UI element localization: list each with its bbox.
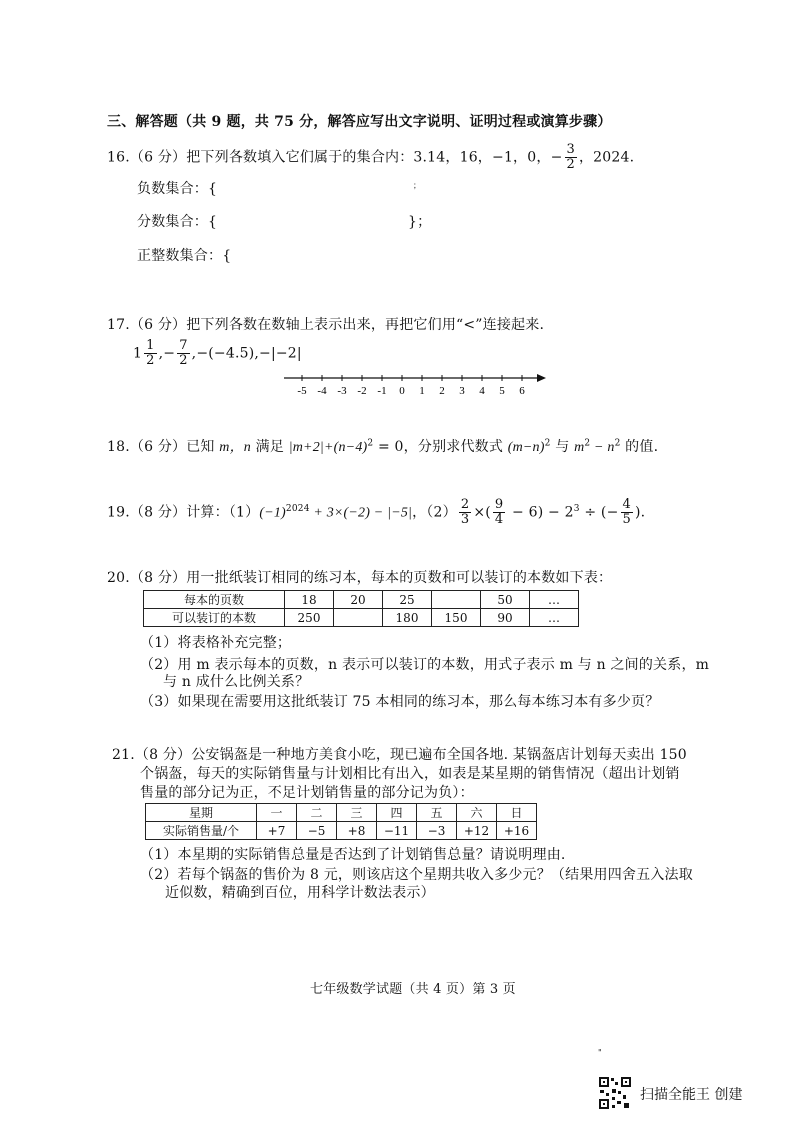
q19-end: ). bbox=[634, 504, 646, 521]
q16-fraction bbox=[565, 143, 577, 172]
table-cell: 一 bbox=[257, 804, 297, 822]
number-line-tick-label: 4 bbox=[479, 385, 485, 397]
number-line-tick-label: 5 bbox=[499, 385, 505, 397]
table-cell: 20 bbox=[334, 591, 383, 609]
q19-fraction2 bbox=[493, 498, 505, 527]
q20-sub1: （1）将表格补充完整； bbox=[140, 635, 292, 651]
q17-n2-den: 2 bbox=[179, 353, 188, 368]
table-cell: 四 bbox=[377, 804, 417, 822]
q18-part4: 与 bbox=[550, 439, 575, 455]
q17-n1-fraction bbox=[144, 339, 156, 368]
q17-sep1: , bbox=[158, 345, 164, 362]
table-cell: +8 bbox=[337, 822, 377, 840]
table-cell: 50 bbox=[481, 591, 530, 609]
table-cell: 六 bbox=[457, 804, 497, 822]
q17-rest: ,−(−4.5),−|−2| bbox=[191, 345, 302, 362]
q20-sub2-line1: （2）用 m 表示每本的页数，n 表示可以装订的本数，用式子表示 m 与 n 之间的关系，m bbox=[140, 657, 710, 673]
table-cell bbox=[432, 591, 481, 609]
table-cell: 180 bbox=[383, 609, 432, 627]
q18-expr2a: m bbox=[574, 440, 585, 455]
q16-negative-set: 负数集合：{ bbox=[137, 181, 218, 197]
number-line-tick-label: -1 bbox=[377, 385, 387, 397]
number-line-arrow bbox=[537, 374, 546, 382]
number-line-tick-label: -3 bbox=[337, 385, 347, 397]
q17-n1-whole: 1 bbox=[133, 345, 143, 362]
table-cell: 星期 bbox=[146, 804, 257, 822]
number-line bbox=[282, 370, 552, 400]
q16-positive-int-set: 正整数集合：{ bbox=[137, 248, 232, 264]
table-row bbox=[144, 591, 579, 609]
number-line-tick-label: 1 bbox=[419, 385, 425, 397]
q19-p1a: (−1) bbox=[259, 505, 286, 521]
q18-text bbox=[107, 436, 658, 456]
q18-cond-exponent: 2 bbox=[367, 438, 374, 449]
q19-f3-den: 5 bbox=[622, 512, 631, 527]
scanner-watermark-label: 扫描全能王 创建 bbox=[640, 1087, 743, 1103]
q16-neg-sign: − bbox=[550, 149, 563, 166]
q16-frac-den: 2 bbox=[566, 157, 575, 172]
table-cell: 实际销售量/个 bbox=[146, 822, 257, 840]
q21-line3: 售量的部分记为正，不足计划销售量的部分记为负）： bbox=[140, 785, 474, 801]
q19-head: 19.（8 分）计算：（1） bbox=[107, 504, 260, 521]
q19-mid2-exponent: 3 bbox=[573, 503, 580, 514]
q18-part1: 18.（6 分）已知 bbox=[107, 439, 220, 455]
q19-p1b: + 3×(−2) − |−5| bbox=[309, 505, 413, 521]
q18-expr1: (m−n) bbox=[507, 440, 545, 455]
q21-line1: 21.（8 分）公安锅盔是一种地方美食小吃，现已遍布全国各地. 某锅盔店计划每天卖出 150 bbox=[112, 747, 687, 763]
q18-expr2b: − n bbox=[590, 440, 615, 455]
q18-condition: |m+2|+(n−4) bbox=[288, 440, 368, 455]
stray-dot: " bbox=[598, 1048, 602, 1057]
table-cell: … bbox=[530, 609, 579, 627]
q16-fraction-set: 分数集合：{ bbox=[137, 214, 218, 230]
number-line-tick-label: 6 bbox=[519, 385, 525, 397]
q20-sub2-line2: 与 n 成什么比例关系？ bbox=[163, 674, 310, 690]
q19-mid2: − 6) − 2 bbox=[507, 504, 574, 521]
table-cell: +16 bbox=[497, 822, 537, 840]
q19-mid1: ×( bbox=[473, 504, 491, 521]
q16-stray-mark: ； bbox=[413, 181, 421, 190]
table-cell: 可以装订的本数 bbox=[144, 609, 285, 627]
number-line-tick-label: 3 bbox=[459, 385, 465, 397]
table-cell: 每本的页数 bbox=[144, 591, 285, 609]
table-cell: −3 bbox=[417, 822, 457, 840]
table-row bbox=[146, 822, 537, 840]
q16-text: 16.（6 分）把下列各数填入它们属于的集合内：3.14，16，−1，0， bbox=[107, 149, 551, 166]
page-footer: 七年级数学试题（共 4 页）第 3 页 bbox=[310, 982, 516, 997]
q19-p1a-exponent: 2024 bbox=[285, 503, 310, 514]
q19-f2-num: 9 bbox=[494, 497, 504, 512]
q17-numbers bbox=[133, 339, 302, 368]
table-cell: 150 bbox=[432, 609, 481, 627]
q19-f2-den: 4 bbox=[494, 512, 504, 527]
q18-expr2a-exponent: 2 bbox=[584, 438, 591, 449]
number-line-tick-label: -2 bbox=[357, 385, 367, 397]
q19-sep: ，（2） bbox=[412, 504, 457, 521]
q17-heading: 17.（6 分）把下列各数在数轴上表示出来，再把它们用“<”连接起来. bbox=[107, 317, 545, 333]
q19-fraction1 bbox=[459, 498, 471, 527]
q18-part2: 满足 bbox=[251, 439, 289, 455]
q21-line2: 个锅盔，每天的实际销售量与计划相比有出入，如表是某星期的销售情况（超出计划销 bbox=[140, 766, 680, 782]
number-line-tick-label: -5 bbox=[297, 385, 307, 397]
q21-sub2-line2: 近似数，精确到百位，用科学计数法表示） bbox=[165, 885, 435, 901]
qr-code-icon bbox=[598, 1076, 632, 1110]
table-cell: −5 bbox=[297, 822, 337, 840]
table-cell: −11 bbox=[377, 822, 417, 840]
q21-sub1: （1）本星期的实际销售总量是否达到了计划销售总量？请说明理由. bbox=[140, 847, 566, 863]
number-line-tick-label: 0 bbox=[399, 385, 405, 397]
table-row bbox=[144, 609, 579, 627]
table-cell: 日 bbox=[497, 804, 537, 822]
q20-sub3: （3）如果现在需要用这批纸装订 75 本相同的练习本，那么每本练习本有多少页？ bbox=[140, 694, 660, 710]
q19-text bbox=[107, 498, 645, 527]
table-cell: 18 bbox=[285, 591, 334, 609]
q19-f1-den: 3 bbox=[460, 512, 470, 527]
q18-part5: 的值. bbox=[620, 439, 659, 455]
q16-tail: ，2024. bbox=[578, 149, 635, 166]
q18-vars: m，n bbox=[219, 440, 251, 455]
q16-fraction-set-close: }； bbox=[408, 214, 432, 230]
table-cell: +7 bbox=[257, 822, 297, 840]
q16-frac-num: 3 bbox=[566, 142, 575, 157]
q18-expr2b-exponent: 2 bbox=[614, 438, 621, 449]
table-cell: 二 bbox=[297, 804, 337, 822]
table-cell bbox=[334, 609, 383, 627]
table-cell: 250 bbox=[285, 609, 334, 627]
number-line-tick-label: 2 bbox=[439, 385, 445, 397]
section-title: 三、解答题（共 9 题，共 75 分，解答应写出文字说明、证明过程或演算步骤） bbox=[107, 114, 612, 130]
table-cell: 25 bbox=[383, 591, 432, 609]
q21-table bbox=[145, 803, 537, 840]
table-cell: +12 bbox=[457, 822, 497, 840]
q19-fraction3 bbox=[621, 498, 633, 527]
q20-heading: 20.（8 分）用一批纸装订相同的练习本，每本的页数和可以装订的本数如下表： bbox=[107, 570, 613, 586]
table-cell: 90 bbox=[481, 609, 530, 627]
q18-cond-end: = 0 bbox=[373, 439, 404, 455]
q19-f1-num: 2 bbox=[460, 497, 470, 512]
q19-f3-num: 4 bbox=[622, 497, 631, 512]
q17-n2-num: 7 bbox=[179, 338, 188, 353]
table-cell: … bbox=[530, 591, 579, 609]
q17-n1-den: 2 bbox=[146, 353, 155, 368]
number-line-tick-label: -4 bbox=[317, 385, 327, 397]
q18-part3: ，分别求代数式 bbox=[403, 439, 508, 455]
table-cell: 三 bbox=[337, 804, 377, 822]
q16-heading bbox=[107, 143, 634, 172]
q17-n2-fraction bbox=[177, 339, 189, 368]
q21-sub2-line1: （2）若每个锅盔的售价为 8 元，则该店这个星期共收入多少元？（结果用四舍五入法取 bbox=[140, 867, 693, 883]
table-cell: 五 bbox=[417, 804, 457, 822]
q18-expr1-exponent: 2 bbox=[544, 438, 551, 449]
q17-n2-sign: − bbox=[163, 345, 176, 362]
q17-n1-num: 1 bbox=[146, 338, 155, 353]
table-row bbox=[146, 804, 537, 822]
q20-table bbox=[143, 590, 579, 627]
q19-mid3: ÷ (− bbox=[579, 504, 619, 521]
